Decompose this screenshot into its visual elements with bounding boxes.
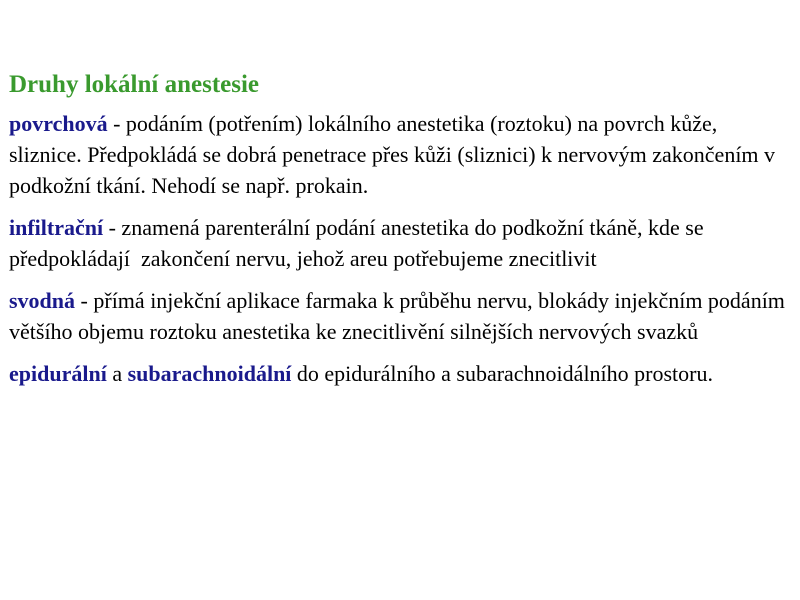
- term-subarachnoidalni: subarachnoidální: [127, 361, 292, 386]
- paragraph-infiltracni: [9, 212, 794, 274]
- slide-title: Druhy lokální anestesie: [9, 71, 260, 98]
- text-povrchova: - podáním (potřením) lokálního anestetika (roztoku) na povrch kůže, sliznice. Předpokládá se dobrá penetrace přes kůži (sliznici) k nervovým zakončením v podkožní tkání. Nehodí se např. prokain.: [9, 111, 776, 198]
- term-povrchova: povrchová: [9, 111, 108, 136]
- term-infiltracni: infiltrační: [9, 215, 104, 240]
- text-infiltracni: - znamená parenterální podání anestetika do podkožní tkáně, kde se předpokládají zakončení nervu, jehož areu potřebujeme znecitlivit: [9, 215, 710, 271]
- text-svodna: - přímá injekční aplikace farmaka k průběhu nervu, blokády injekčním podáním většího objemu roztoku anestetika ke znecitlivění silnějších nervových svazků: [9, 288, 785, 344]
- term-svodna: svodná: [9, 288, 76, 313]
- slide-content: [9, 68, 794, 400]
- paragraph-epiduralni: [9, 358, 794, 389]
- term-epiduralni: epidurální: [9, 361, 107, 386]
- paragraph-povrchova: [9, 108, 794, 201]
- text-epiduralni-mid: a: [106, 361, 128, 386]
- text-epiduralni: do epidurálního a subarachnoidálního prostoru.: [291, 361, 713, 386]
- paragraph-svodna: [9, 285, 794, 347]
